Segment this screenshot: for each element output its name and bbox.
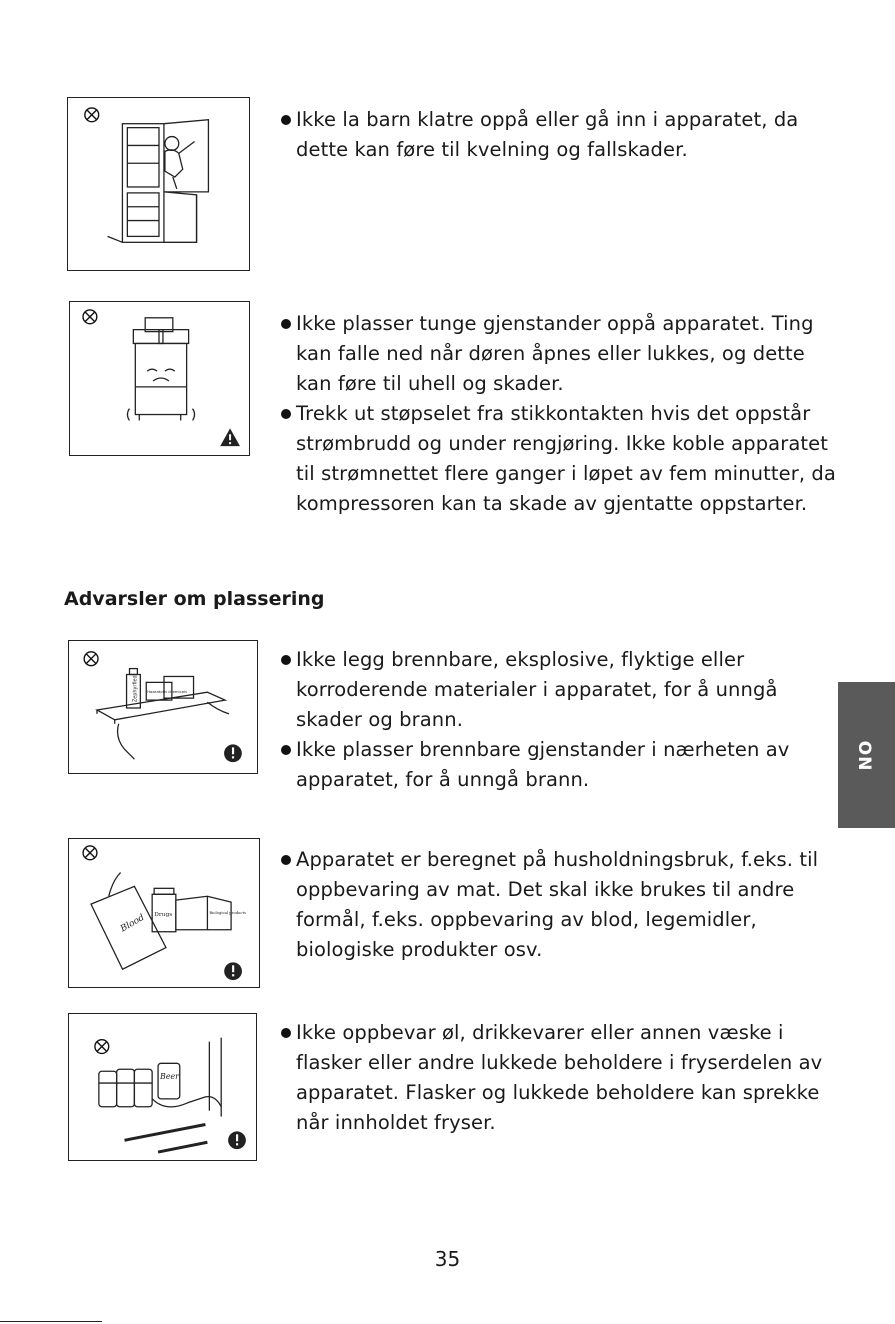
bullet-list-3 (281, 645, 841, 795)
bullet-text: Ikke plasser brennbare gjenstander i nærheten av apparatet, for å unngå brann. (281, 735, 841, 795)
bullet-list-4 (281, 845, 841, 965)
bottle-label: Zephyrfied (132, 675, 139, 703)
non-food-items-illustration (69, 839, 259, 987)
bio-label: Biological products (209, 910, 247, 915)
figure-beer-cans (68, 1013, 257, 1161)
bullet-list-2 (281, 309, 841, 519)
blood-label: Blood (119, 912, 147, 935)
warning-icon (220, 428, 240, 446)
bullet-list-5 (281, 1018, 841, 1138)
child-climbing-illustration (68, 98, 249, 270)
flammable-materials-illustration (69, 641, 257, 773)
figure-heavy-objects (69, 301, 250, 456)
beer-cans-illustration (69, 1014, 256, 1160)
prohibited-icon (83, 310, 97, 324)
bullet-text: Trekk ut støpselet fra stikkontakten hvis det oppstår strømbrudd og under rengjøring. Ikke koble apparatet til strømnettet flere ganger i løpet av fem minutter, da kompressoren kan ta skade av gjentatte oppstarter. (281, 399, 841, 519)
prohibited-icon (95, 1040, 109, 1054)
caution-icon (228, 1131, 246, 1149)
prohibited-icon (85, 108, 99, 122)
figure-non-food-items (68, 838, 260, 988)
heavy-objects-illustration (70, 302, 249, 455)
caution-icon (224, 744, 242, 762)
drugs-label: Drugs (154, 911, 173, 918)
language-tab (838, 682, 895, 828)
bullet-text: Ikke oppbevar øl, drikkevarer eller annen væske i flasker eller andre lukkede beholdere i fryserdelen av apparatet. Flasker og lukkede beholdere kan sprekke når innholdet fryser. (281, 1018, 841, 1138)
language-tab-label: NO (856, 739, 877, 771)
caution-icon (224, 962, 242, 980)
page-number: 35 (434, 1247, 461, 1271)
bullet-text: Ikke plasser tunge gjenstander oppå apparatet. Ting kan falle ned når døren åpnes eller lukkes, og dette kan føre til uhell og skader. (281, 309, 841, 399)
footer-rule (0, 1321, 102, 1322)
bullet-text: Ikke legg brennbare, eksplosive, flyktige eller korroderende materialer i apparatet, for å unngå skader og brann. (281, 645, 841, 735)
prohibited-icon (83, 846, 97, 860)
jar-label: Hazardous chemicals (147, 690, 187, 695)
bullet-list-1 (281, 105, 841, 165)
section-title: Advarsler om plassering (64, 588, 325, 610)
figure-flammable-materials (68, 640, 258, 774)
bullet-text: Ikke la barn klatre oppå eller gå inn i apparatet, da dette kan føre til kvelning og fallskader. (281, 105, 841, 165)
prohibited-icon (84, 652, 98, 666)
bullet-text: Apparatet er beregnet på husholdningsbruk, f.eks. til oppbevaring av mat. Det skal ikke brukes til andre formål, f.eks. oppbevaring av blod, legemidler, biologiske produkter osv. (281, 845, 841, 965)
beer-label: Beer (160, 1072, 179, 1082)
figure-child-climbing (67, 97, 250, 271)
